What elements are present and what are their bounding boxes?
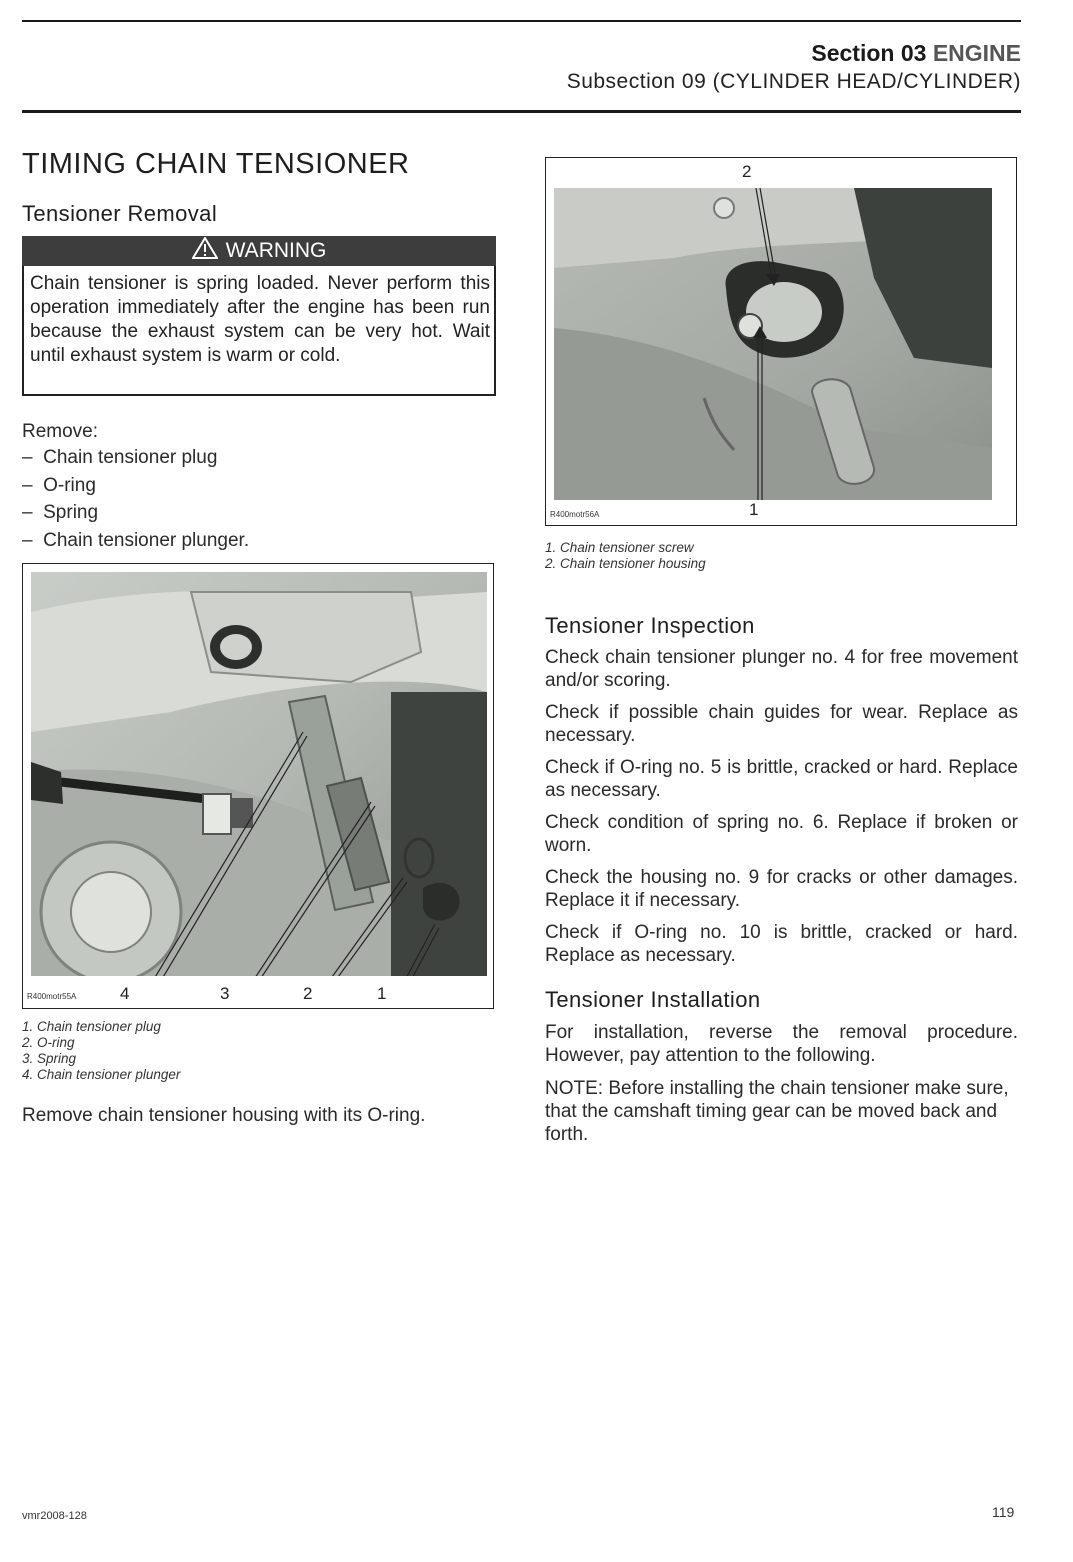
installation-paragraph: For installation, reverse the removal procedure. However, pay attention to the following. <box>545 1022 1018 1066</box>
warning-box <box>22 266 496 396</box>
section-name: ENGINE <box>932 40 1021 66</box>
header-bottom-rule <box>22 110 1021 113</box>
warning-triangle-icon <box>192 237 218 265</box>
engine-photo-parts <box>31 572 487 976</box>
inspection-paragraph: Check if possible chain guides for wear. Replace as necessary. <box>545 702 1018 746</box>
callout-2: 2 <box>303 984 313 1003</box>
figure-caption-left <box>22 1019 180 1083</box>
caption-item: 1. Chain tensioner screw <box>545 540 694 555</box>
page-number: 119 <box>992 1504 1015 1520</box>
callout-1: 1 <box>377 984 387 1003</box>
inspection-paragraph: Check if O-ring no. 10 is brittle, cracked or hard. Replace as necessary. <box>545 922 1018 966</box>
caption-item: 4. Chain tensioner plunger <box>22 1067 181 1082</box>
inspection-paragraph: Check condition of spring no. 6. Replace if broken or worn. <box>545 812 1018 856</box>
figure-caption-right <box>545 540 706 572</box>
section-header <box>811 40 1021 67</box>
subsection-header: Subsection 09 (CYLINDER HEAD/CYLINDER) <box>566 70 1021 93</box>
remove-housing-text: Remove chain tensioner housing with its O-ring. <box>22 1105 426 1126</box>
inspection-heading: Tensioner Inspection <box>545 613 755 638</box>
caption-item: 1. Chain tensioner plug <box>22 1019 161 1034</box>
callout-4: 4 <box>120 984 130 1003</box>
callout-3: 3 <box>220 984 230 1003</box>
inspection-paragraph: Check if O-ring no. 5 is brittle, cracked or hard. Replace as necessary. <box>545 757 1018 801</box>
figure-tensioner-housing <box>545 157 1017 526</box>
page-title: TIMING CHAIN TENSIONER <box>22 148 410 180</box>
callout-top-2: 2 <box>742 162 752 181</box>
warning-banner <box>22 236 496 266</box>
callout-bottom-1: 1 <box>749 500 759 519</box>
list-item: – Chain tensioner plunger. <box>22 529 250 551</box>
warning-text: Chain tensioner is spring loaded. Never perform this operation immediately after the engine has been run because the exhaust system can be very hot. Wait until exhaust system is warm or cold. <box>30 273 490 366</box>
figure-ref: R400motr55A <box>27 992 77 1001</box>
caption-item: 3. Spring <box>22 1051 77 1066</box>
engine-photo-housing <box>554 188 992 500</box>
list-item: – Chain tensioner plug <box>22 447 218 468</box>
list-item: – O-ring <box>22 474 96 496</box>
caption-item: 2. Chain tensioner housing <box>545 556 706 571</box>
installation-note: NOTE: Before installing the chain tensioner make sure, that the camshaft timing gear can be moved back and forth. <box>545 1078 1009 1145</box>
removal-heading: Tensioner Removal <box>22 201 218 226</box>
figure-ref-right: R400motr56A <box>550 510 600 519</box>
figure-tensioner-parts <box>22 563 494 1009</box>
inspection-paragraph: Check chain tensioner plunger no. 4 for free movement and/or scoring. <box>545 647 1018 691</box>
list-item: – Spring <box>22 502 99 523</box>
installation-heading: Tensioner Installation <box>545 987 761 1012</box>
header-top-rule <box>22 20 1021 22</box>
remove-label: Remove: <box>22 421 99 442</box>
inspection-paragraph: Check the housing no. 9 for cracks or other damages. Replace it if necessary. <box>545 867 1018 911</box>
warning-label: WARNING <box>225 239 327 262</box>
document-code: vmr2008-128 <box>22 1510 87 1522</box>
remove-list <box>22 444 249 554</box>
caption-item: 2. O-ring <box>22 1035 75 1050</box>
section-prefix: Section 03 <box>811 40 927 66</box>
